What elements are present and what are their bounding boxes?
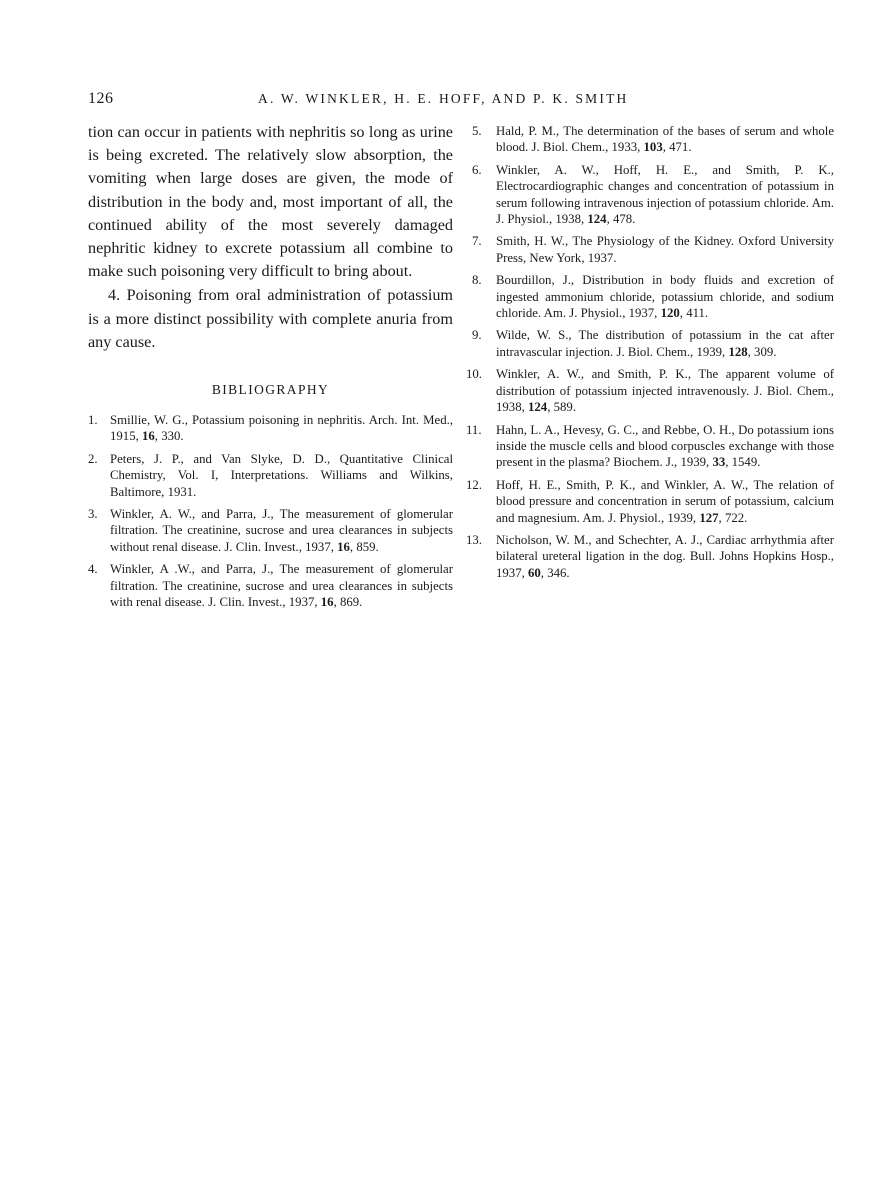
- reference-list-right: [466, 123, 834, 581]
- reference-number: 4.: [88, 562, 98, 577]
- reference-item: [466, 477, 834, 526]
- reference-list-left: [88, 412, 453, 610]
- reference-volume: 16: [142, 429, 155, 444]
- reference-pages: , 346.: [540, 565, 570, 580]
- reference-item: [466, 532, 834, 581]
- reference-volume: 60: [528, 565, 541, 580]
- reference-number: 5.: [472, 124, 482, 138]
- reference-pages: , 859.: [349, 539, 379, 554]
- body-text: [88, 121, 453, 354]
- reference-number: 2.: [88, 451, 98, 466]
- reference-item: [472, 272, 834, 321]
- body-paragraph: 4. Poisoning from oral administration of potassium is a more distinct possibility with complete anuria from any cause.: [88, 286, 453, 351]
- reference-number: 1.: [88, 413, 98, 428]
- reference-item: [88, 412, 453, 445]
- reference-text: Bourdillon, J., Distribution in body fluids and excretion of ingested ammonium chloride, potassium chloride, and sodium chloride. Am. J. Physiol., 1937,: [496, 273, 834, 321]
- reference-text: Hald, P. M., The determination of the bases of serum and whole blood. J. Biol. Chem., 1933,: [496, 124, 834, 155]
- reference-volume: 16: [320, 595, 334, 610]
- reference-text: Winkler, A. W., and Parra, J., The measurement of glomerular filtration. The creatinine, sucrose and urea clearances in subjects without renal disease. J. Clin. Invest., 1937,: [110, 507, 453, 554]
- reference-volume: 124: [528, 400, 548, 415]
- running-head-authors: A. W. WINKLER, H. E. HOFF, AND P. K. SMITH: [258, 91, 629, 106]
- reference-volume: 127: [699, 510, 719, 525]
- reference-number: 13.: [466, 532, 482, 547]
- bibliography-heading: BIBLIOGRAPHY: [211, 382, 330, 398]
- reference-volume: 33: [712, 455, 726, 470]
- reference-item: [88, 506, 453, 555]
- reference-pages: , 589.: [547, 400, 576, 415]
- reference-item: [466, 366, 834, 415]
- reference-volume: 120: [660, 306, 680, 321]
- reference-text: Winkler, A. W., and Smith, P. K., The apparent volume of distribution of potassium injected intravenously. J. Biol. Chem., 1938,: [496, 367, 834, 415]
- reference-item: [472, 327, 834, 360]
- reference-item: [88, 561, 453, 610]
- reference-item: [88, 451, 453, 500]
- reference-number: 11.: [466, 422, 482, 437]
- reference-text: Nicholson, W. M., and Schechter, A. J., Cardiac arrhythmia after bilateral ureteral ligation in the dog. Bull. Johns Hopkins Hosp., 1937,: [496, 532, 834, 580]
- reference-pages: , 330.: [154, 429, 184, 444]
- reference-pages: , 869.: [333, 595, 363, 610]
- reference-item: [472, 233, 834, 266]
- reference-number: 12.: [466, 477, 482, 492]
- reference-volume: 103: [643, 140, 663, 155]
- right-column: [466, 123, 834, 587]
- reference-pages: , 309.: [747, 344, 777, 359]
- reference-text: Smith, H. W., The Physiology of the Kidney. Oxford University Press, New York, 1937.: [496, 234, 834, 265]
- reference-pages: , 478.: [606, 212, 636, 227]
- reference-number: 8.: [472, 273, 482, 288]
- reference-item: [472, 123, 834, 156]
- reference-text: Wilde, W. S., The distribution of potassium in the cat after intravascular injection. J. Biol. Chem., 1939,: [496, 328, 834, 359]
- reference-volume: 128: [728, 344, 748, 359]
- reference-text: Hahn, L. A., Hevesy, G. C., and Rebbe, O. H., Do potassium ions inside the muscle cells and blood corpuscles exchange with those present in the plasma? Biochem. J., 1939,: [496, 422, 834, 470]
- reference-text: Winkler, A. W., Hoff, H. E., and Smith, P. K., Electrocardiographic changes and concentration of potassium in serum following intravenous injection of potassium chloride. Am. J. Physiol., 1938,: [496, 162, 834, 227]
- reference-text: Hoff, H. E., Smith, P. K., and Winkler, A. W., The relation of blood pressure and concentration in serum of potassium, calcium and magnesium. Am. J. Physiol., 1939,: [496, 477, 834, 525]
- page-header: [88, 90, 833, 112]
- page-number: 126: [88, 90, 114, 107]
- body-paragraph: tion can occur in patients with nephritis so long as urine is being excreted. The relatively slow absorption, the vomiting when large doses are given, the mode of distribution in the body and, most important of all, the continued ability of the most severely damaged nephritic kidney to excrete potassium all combine to make such poisoning very difficult to bring about.: [88, 123, 453, 281]
- reference-text: Smillie, W. G., Potassium poisoning in nephritis. Arch. Int. Med., 1915,: [110, 413, 453, 444]
- reference-number: 3.: [88, 507, 98, 522]
- reference-item: [466, 422, 834, 471]
- reference-item: [472, 162, 834, 228]
- reference-number: 6.: [472, 162, 482, 177]
- reference-volume: 16: [337, 539, 350, 554]
- left-column: [88, 121, 453, 617]
- reference-pages: , 411.: [679, 306, 709, 321]
- reference-number: 9.: [472, 328, 482, 343]
- reference-text: Winkler, A .W., and Parra, J., The measurement of glomerular filtration. The creatinine, sucrose and urea clearances in subjects with renal disease. J. Clin. Invest., 1937,: [110, 562, 453, 610]
- reference-number: 7.: [472, 234, 482, 249]
- reference-text: Peters, J. P., and Van Slyke, D. D., Quantitative Clinical Chemistry, Vol. I, Interpretations. Williams and Wilkins, Baltimore, 1931.: [110, 451, 453, 499]
- reference-number: 10.: [466, 367, 482, 382]
- reference-pages: , 471.: [662, 140, 692, 155]
- reference-volume: 124: [587, 212, 607, 227]
- reference-pages: , 722.: [718, 510, 748, 525]
- reference-pages: , 1549.: [725, 455, 761, 470]
